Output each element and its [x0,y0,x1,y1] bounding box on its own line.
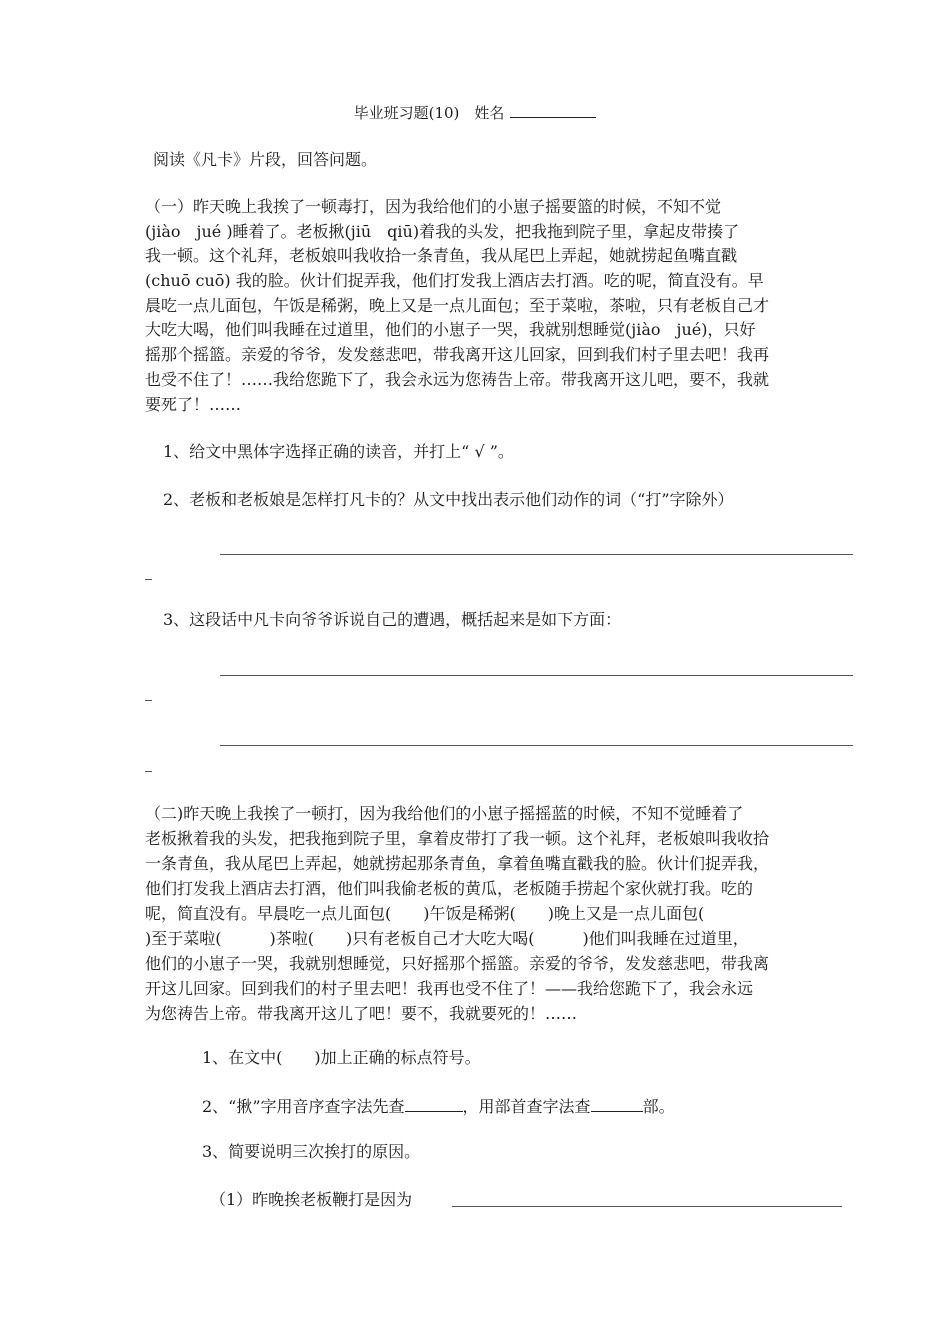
passage-line: （二)昨天晚上我挨了一顿打，因为我给他们的小崽子摇摇蓝的时候，不知不觉睡着了 [145,804,744,823]
passage-one [145,195,865,417]
passage-line: (chuō cuō) 我的脸。伙计们捉弄我，他们打发我上酒店去打酒。吃的呢，简直没有。早 [145,271,764,291]
passage-two [145,801,865,1026]
question-2-3-1: （1）昨晚挨老板鞭打是因为 [210,1190,413,1209]
answer-line-tail [145,700,152,701]
question-1-2: 2、老板和老板娘是怎样打凡卡的？从文中找出表示他们动作的词（“打”字除外） [163,490,734,509]
answer-blank[interactable] [591,1096,643,1112]
passage-line: (jiào jué )睡着了。老板揪(jiū qiū)着我的头发，把我拖到院子里，拿起皮带揍了 [145,221,740,241]
passage-line: 老板揪着我的头发，把我拖到院子里，拿着皮带打了我一顿。这个礼拜，老板娘叫我收拾 [145,829,770,848]
answer-line-tail [145,771,152,772]
passage-line: 摇那个摇篮。亲爱的爷爷，发发慈悲吧，带我离开这儿回家，回到我们村子里去吧！我再 [145,345,770,365]
answer-blank[interactable] [405,1096,463,1112]
passage-line: 他们打发我上酒店去打酒，他们叫我偷老板的黄瓜，老板随手捞起个家伙就打我。吃的 [145,879,754,898]
answer-line[interactable] [220,554,853,555]
passage-line: 他们的小崽子一哭，我就别想睡觉，只好摇那个摇篮。亲爱的爷爷，发发慈悲吧，带我离 [145,954,770,973]
question-2-2-part-c: 部。 [642,1097,675,1116]
passage-line: （一）昨天晚上我挨了一顿毒打，因为我给他们的小崽子摇要篮的时候，不知不觉 [145,197,722,216]
passage-line: )至于菜啦( )茶啦( )只有老板自己才大吃大喝( )他们叫我睡在过道里， [145,929,749,948]
passage-line: 为您祷告上帝。带我离开这儿了吧！要不，我就要死的！…… [145,1004,578,1023]
passage-line: 呢，简直没有。早晨吃一点儿面包( )午饭是稀粥( )晚上又是一点儿面包( [145,904,705,923]
intro-text: 阅读《凡卡》片段，回答问题。 [153,150,378,169]
answer-line-tail [145,579,152,580]
passage-line: 要死了！…… [145,394,242,414]
page-title [0,103,950,123]
question-2-2-part-b: ，用部首查字法查 [462,1097,591,1116]
answer-line[interactable] [220,675,853,676]
answer-line[interactable] [220,745,853,746]
question-2-1: 1、在文中( )加上正确的标点符号。 [202,1048,481,1067]
passage-line: 也受不住了！……我给您跪下了，我会永远为您祷告上帝。带我离开这儿吧，要不，我就 [145,369,770,389]
passage-line: 一条青鱼，我从尾巴上弄起，她就捞起那条青鱼，拿着鱼嘴直戳我的脸。伙计们捉弄我， [145,854,770,873]
passage-line: 开这儿回家。回到我们的村子里去吧！我再也受不住了！——我给您跪下了，我会永远 [145,979,754,998]
answer-line[interactable] [452,1206,842,1207]
passage-line: 晨吃一点儿面包，午饭是稀粥，晚上又是一点儿面包；至于菜啦，茶啦，只有老板自己才 [145,295,770,315]
question-2-3: 3、简要说明三次挨打的原因。 [202,1142,421,1161]
question-1-3: 3、这段话中凡卡向爷爷诉说自己的遭遇，概括起来是如下方面： [163,610,622,629]
question-2-2-part-a: 2、“揪”字用音序查字法先查 [202,1097,405,1116]
passage-line: 大吃大喝，他们叫我睡在过道里，他们的小崽子一哭，我就别想睡觉(jiào jué)，只好 [145,320,756,340]
name-blank[interactable] [510,103,596,118]
title-text: 毕业班习题(10) 姓名 [353,104,505,122]
question-1-1: 1、给文中黑体字选择正确的读音，并打上“ √ ”。 [163,442,514,461]
passage-line: 我一顿。这个礼拜，老板娘叫我收拾一条青鱼，我从尾巴上弄起，她就捞起鱼嘴直戳 [145,246,738,266]
question-2-2 [202,1096,675,1117]
